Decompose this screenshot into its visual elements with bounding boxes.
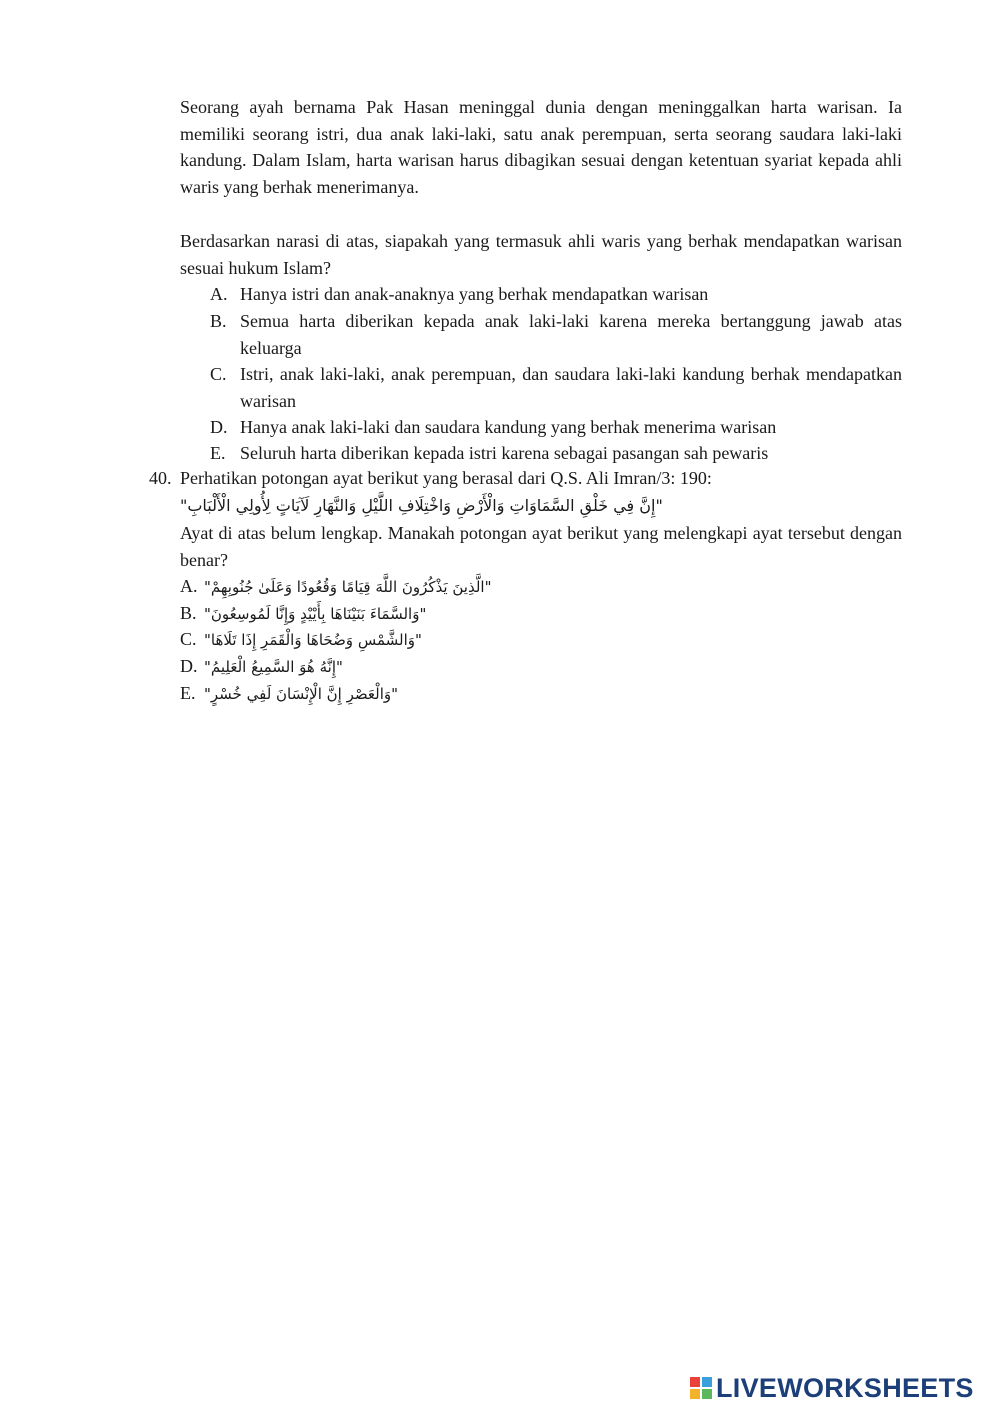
option-text: Semua harta diberikan kepada anak laki-laki karena mereka bertanggung jawab atas keluarga — [240, 311, 902, 358]
option-text: Istri, anak laki-laki, anak perempuan, dan saudara laki-laki kandung berhak mendapatkan warisan — [240, 364, 902, 411]
question-40-option-c — [180, 626, 422, 654]
question-40-option-d — [180, 653, 343, 681]
question-39-option-a — [210, 281, 902, 308]
logo-square-icon — [702, 1389, 712, 1399]
option-label: E. — [210, 443, 226, 463]
option-label: C. — [180, 629, 197, 649]
question-40-option-a — [180, 573, 491, 601]
option-label: B. — [180, 603, 197, 623]
option-arabic-text: "وَالسَّمَاءَ بَنَيْنَاهَا بِأَيْيْدٍ وَإِنَّا لَمُوسِعُونَ" — [204, 605, 427, 623]
option-label: A. — [180, 576, 198, 596]
liveworksheets-wordmark: LIVEWORKSHEETS — [716, 1372, 974, 1403]
option-label: C. — [210, 364, 227, 384]
liveworksheets-logo-icon — [690, 1377, 712, 1399]
question-40-option-e — [180, 680, 398, 708]
option-arabic-text: "وَالشَّمْسِ وَضُحَاهَا وَالْقَمَرِ إِذَا تَلَاهَا" — [204, 631, 422, 649]
question-39-option-b — [210, 308, 902, 361]
logo-square-icon — [702, 1377, 712, 1387]
question-40-heading: Perhatikan potongan ayat berikut yang berasal dari Q.S. Ali Imran/3: 190: — [180, 468, 712, 488]
option-text: Hanya istri dan anak-anaknya yang berhak mendapatkan warisan — [240, 284, 709, 304]
option-label: D. — [210, 417, 228, 437]
option-arabic-text: "وَالْعَصْرِ إِنَّ الْإِنْسَانَ لَفِي خُسْرٍ" — [204, 685, 399, 703]
question-40-prompt: Ayat di atas belum lengkap. Manakah potongan ayat berikut yang melengkapi ayat tersebut dengan benar? — [180, 523, 902, 570]
question-39-prompt: Berdasarkan narasi di atas, siapakah yang termasuk ahli waris yang berhak mendapatkan warisan sesuai hukum Islam? — [180, 231, 902, 278]
question-40-option-b — [180, 600, 426, 628]
liveworksheets-logo — [690, 1372, 974, 1404]
option-text: Seluruh harta diberikan kepada istri karena sebagai pasangan sah pewaris — [240, 443, 769, 463]
logo-square-icon — [690, 1377, 700, 1387]
option-arabic-text: "الَّذِينَ يَذْكُرُونَ اللَّهَ قِيَامًا وَقُعُودًا وَعَلَىٰ جُنُوبِهِمْ" — [204, 578, 492, 596]
option-label: B. — [210, 311, 227, 331]
question-39-option-e — [210, 440, 902, 467]
quran-verse: "إِنَّ فِي خَلْقِ السَّمَاوَاتِ وَالْأَرْضِ وَاخْتِلَافِ اللَّيْلِ وَالنَّهَارِ لَآيَاتٍ لِأُولِي الْأَلْبَابِ" — [180, 496, 663, 515]
option-label: E. — [180, 683, 196, 703]
question-39-option-d — [210, 414, 902, 441]
narrative-paragraph: Seorang ayah bernama Pak Hasan meninggal dunia dengan meninggalkan harta warisan. Ia memiliki seorang istri, dua anak laki-laki, satu anak perempuan, serta seorang saudara laki-laki kandung. Dalam Islam, harta warisan harus dibagikan sesuai dengan ketentuan syariat kepada ahli waris yang berhak menerimanya. — [180, 97, 902, 197]
question-40-number: 40. — [149, 468, 172, 488]
option-arabic-text: "إِنَّهُ هُوَ السَّمِيعُ الْعَلِيمُ" — [204, 658, 343, 676]
question-39-option-c — [210, 361, 902, 414]
option-label: A. — [210, 284, 228, 304]
option-label: D. — [180, 656, 198, 676]
logo-square-icon — [690, 1389, 700, 1399]
option-text: Hanya anak laki-laki dan saudara kandung yang berhak menerima warisan — [240, 417, 777, 437]
